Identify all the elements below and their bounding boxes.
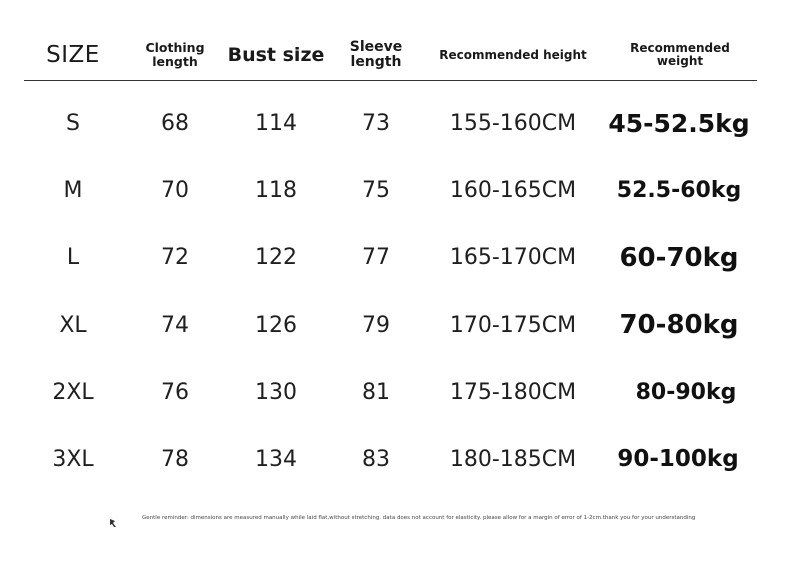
table-row	[24, 426, 758, 493]
cell-sleeve: 77	[362, 245, 390, 271]
header-clothing-length: Clothing length	[145, 40, 205, 69]
cell-clothing-length: 76	[161, 379, 189, 405]
cell-height: 155-160CM	[449, 111, 577, 136]
header-divider	[24, 80, 757, 81]
cell-bust: 126	[255, 312, 297, 338]
cell-bust: 130	[255, 379, 297, 405]
cell-weight: 52.5-60kg	[616, 178, 742, 204]
cell-bust: 134	[255, 446, 297, 472]
table-row	[24, 292, 758, 359]
cell-size: 3XL	[52, 446, 94, 472]
cell-clothing-length: 72	[161, 245, 189, 271]
cell-bust: 118	[255, 178, 297, 204]
table-row	[24, 157, 758, 224]
cell-size: 2XL	[52, 379, 94, 405]
cell-height: 175-180CM	[449, 379, 577, 405]
cell-sleeve: 83	[362, 446, 390, 472]
cell-bust: 122	[255, 245, 297, 271]
cell-size: M	[63, 178, 83, 204]
cell-height: 165-170CM	[449, 245, 577, 271]
cell-size: XL	[59, 312, 87, 338]
header-recommended-height: Recommended height	[439, 48, 587, 62]
cell-weight: 45-52.5kg	[608, 109, 750, 138]
table-header	[24, 30, 758, 80]
header-bust-size: Bust size	[227, 44, 325, 66]
cell-weight: 70-80kg	[619, 310, 739, 341]
header-sleeve-length: Sleeve length	[349, 39, 403, 70]
header-size: SIZE	[46, 42, 100, 68]
cell-height: 180-185CM	[449, 446, 577, 472]
cell-size: S	[66, 111, 80, 136]
cell-weight: 80-90kg	[635, 379, 737, 405]
cell-sleeve: 75	[362, 178, 390, 204]
table-row	[24, 90, 758, 157]
gentle-reminder-footnote	[108, 510, 696, 526]
cell-clothing-length: 70	[161, 178, 189, 204]
table-row	[24, 359, 758, 426]
cell-sleeve: 81	[362, 379, 390, 405]
cell-weight: 90-100kg	[617, 446, 739, 473]
cell-bust: 114	[255, 111, 297, 136]
cell-size: L	[66, 245, 80, 271]
cell-height: 170-175CM	[449, 312, 577, 338]
cell-clothing-length: 74	[161, 312, 189, 338]
table-row	[24, 224, 758, 291]
cell-clothing-length: 68	[161, 111, 189, 136]
cell-weight: 60-70kg	[619, 242, 739, 273]
cell-height: 160-165CM	[449, 178, 577, 204]
cell-sleeve: 79	[362, 312, 390, 338]
footnote-text: Gentle reminder: dimensions are measured manually while laid flat,without stretching. data does not account for elasticity. please allow for a margin of error of 1-2cm.thank you for your understanding	[142, 515, 696, 521]
header-recommended-weight: Recommended weight	[630, 41, 730, 68]
size-table-body	[24, 90, 758, 493]
cell-sleeve: 73	[362, 111, 390, 136]
cell-clothing-length: 78	[161, 446, 189, 472]
pin-icon	[108, 513, 118, 523]
